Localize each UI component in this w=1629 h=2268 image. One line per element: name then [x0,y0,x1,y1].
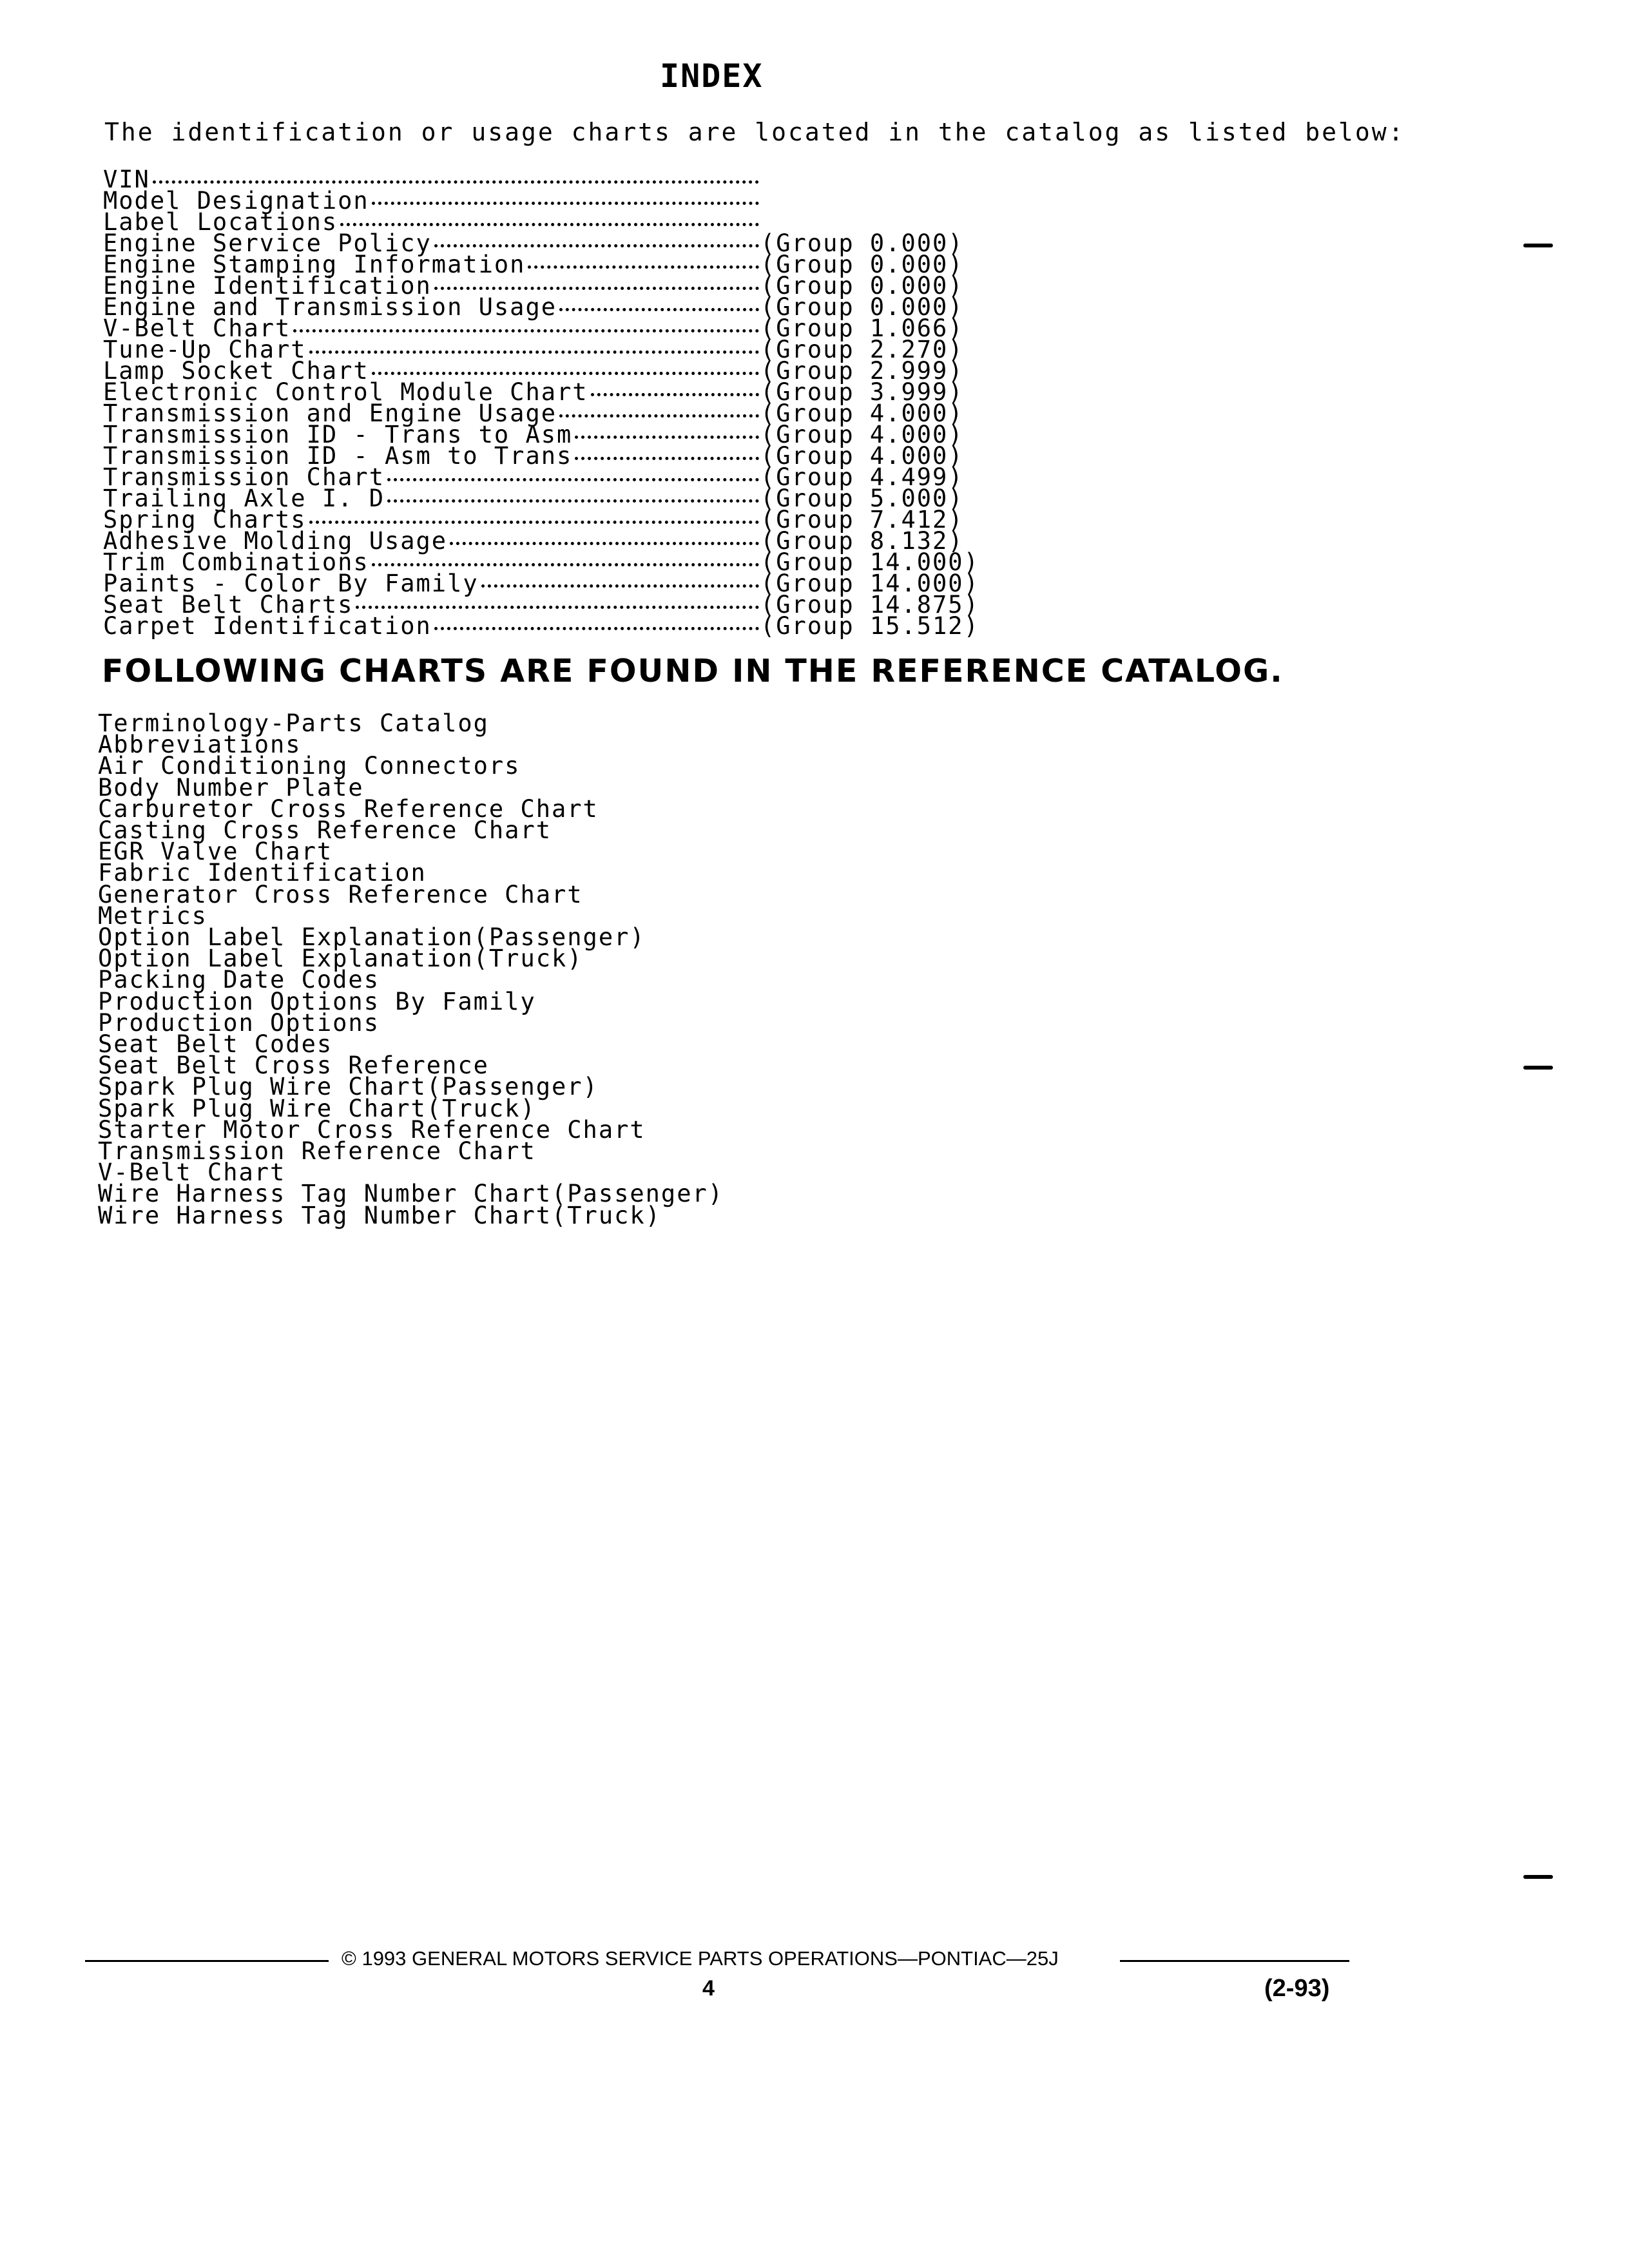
index-entry-group: (Group 0.000) [760,293,964,321]
dot-leader [479,570,760,591]
reference-chart-item: Carburetor Cross Reference Chart [98,794,599,823]
index-entry [103,229,967,257]
index-entry-group: (Group 14.875) [760,591,979,619]
reference-chart-item: Wire Harness Tag Number Chart(Truck) [98,1201,661,1229]
index-entry-group: (Group 7.412) [760,506,964,533]
index-entry [103,187,967,215]
reference-chart-item: Seat Belt Codes [98,1030,333,1059]
footer-rule-left [85,1960,329,1962]
margin-mark [1523,244,1553,247]
index-entry [103,506,967,533]
index-entry-label: Engine and Transmission Usage [103,293,557,321]
revision-date: (2-93) [1264,1975,1330,2002]
index-entry-group: (Group 8.132) [760,527,964,555]
reference-chart-item: Transmission Reference Chart [98,1137,536,1166]
reference-chart-item: Spark Plug Wire Chart(Passenger) [98,1073,599,1101]
index-entry-label: Spring Charts [103,506,307,533]
index-entry-group: (Group 14.000) [760,570,979,597]
index-entry-group: (Group 4.000) [760,399,964,427]
reference-chart-item: Spark Plug Wire Chart(Truck) [98,1094,536,1122]
index-entry-label: Electronic Control Module Chart [103,378,588,406]
dot-leader [572,421,760,443]
index-entry-group: (Group 2.270) [760,336,964,363]
index-entry-label: Lamp Socket Chart [103,357,369,385]
index-entry-label: Adhesive Molding Usage [103,527,448,555]
reference-chart-item: Packing Date Codes [98,966,380,994]
reference-chart-item: Seat Belt Cross Reference [98,1052,489,1080]
index-entry-label: Transmission and Engine Usage [103,399,557,427]
index-entry [103,357,967,385]
reference-chart-item: Generator Cross Reference Chart [98,880,583,908]
reference-chart-item: Wire Harness Tag Number Chart(Passenger) [98,1180,724,1208]
index-entry [103,166,967,193]
index-entry [103,314,967,342]
dot-leader [525,251,760,273]
reference-chart-item: Production Options By Family [98,987,536,1015]
reference-chart-item: Air Conditioning Connectors [98,752,521,780]
index-list [103,166,979,640]
index-entry-group: (Group 15.512) [760,612,979,640]
index-entry [103,336,967,363]
index-entry-group: (Group 0.000) [760,272,964,300]
index-entry-label: Engine Stamping Information [103,251,526,278]
index-entry [103,548,979,576]
index-entry-label: V-Belt Chart [103,314,291,342]
reference-catalog-heading: FOLLOWING CHARTS ARE FOUND IN THE REFERENCE CATALOG. [102,653,1284,689]
reference-chart-item: Starter Motor Cross Reference Chart [98,1115,646,1144]
reference-chart-item: Fabric Identification [98,859,427,887]
index-entry-label: Carpet Identification [103,612,432,640]
reference-chart-item: Production Options [98,1008,380,1037]
index-entry-label: Seat Belt Charts [103,591,354,619]
dot-leader [150,166,760,187]
index-entry-label: Engine Identification [103,272,432,300]
margin-mark [1523,1875,1553,1879]
reference-chart-list [98,709,724,1229]
index-entry [103,272,967,300]
margin-mark [1523,1066,1553,1070]
index-entry [103,421,967,448]
index-entry [103,463,967,491]
dot-leader [432,613,760,634]
index-entry-group: (Group 5.000) [760,485,964,512]
index-entry-label: Trailing Axle I. D [103,485,385,512]
index-entry [103,251,967,278]
dot-leader [353,591,760,613]
index-entry-label: Transmission ID - Trans to Asm [103,421,573,448]
index-entry-label: Tune-Up Chart [103,336,307,363]
dot-leader [307,336,760,358]
reference-chart-item: Body Number Plate [98,773,364,802]
reference-chart-item: Option Label Explanation(Truck) [98,945,583,973]
dot-leader [447,528,760,549]
dot-leader [307,506,760,528]
reference-chart-item: Terminology-Parts Catalog [98,709,489,737]
reference-chart-item: Option Label Explanation(Passenger) [98,923,646,952]
reference-chart-item: Metrics [98,901,207,930]
index-entry-label: Transmission ID - Asm to Trans [103,442,573,470]
index-entry [103,612,979,640]
dot-leader [291,315,760,336]
dot-leader [432,230,760,251]
page-number: 4 [702,1976,715,2001]
dot-leader [557,294,760,315]
reference-chart-item: EGR Valve Chart [98,838,333,866]
dot-leader [572,443,760,464]
reference-chart-item: Casting Cross Reference Chart [98,816,552,845]
dot-leader [385,464,760,485]
reference-chart-item: V-Belt Chart [98,1158,286,1187]
index-entry-group: (Group 0.000) [760,251,964,278]
index-entry [103,399,967,427]
index-entry-label: Engine Service Policy [103,229,432,257]
intro-text: The identification or usage charts are located in the catalog as listed below: [104,118,1405,146]
dot-leader [557,400,760,421]
index-entry [103,591,979,619]
index-entry [103,208,967,236]
index-entry-group: (Group 4.000) [760,442,964,470]
footer-copyright: © 1993 GENERAL MOTORS SERVICE PARTS OPERATIONS—PONTIAC—25J [342,1947,1059,1970]
index-entry-group: (Group 1.066) [760,314,964,342]
dot-leader [369,358,760,379]
index-entry-group: (Group 2.999) [760,357,964,385]
dot-leader [588,379,760,400]
index-entry [103,527,967,555]
index-entry [103,378,967,406]
index-entry-label: Trim Combinations [103,548,369,576]
index-entry-label: VIN [103,166,150,193]
page-title: INDEX [660,57,764,95]
index-entry-group: (Group 4.499) [760,463,964,491]
index-entry [103,293,967,321]
index-entry [103,442,967,470]
dot-leader [369,549,760,570]
dot-leader [338,209,760,230]
index-entry-group: (Group 3.999) [760,378,964,406]
dot-leader [385,485,760,506]
index-entry-label: Model Designation [103,187,369,215]
dot-leader [369,187,760,209]
index-entry-group: (Group 0.000) [760,229,964,257]
index-entry-group: (Group 14.000) [760,548,979,576]
index-entry [103,485,967,512]
footer-rule-right [1120,1960,1349,1962]
index-entry-label: Paints - Color By Family [103,570,479,597]
index-entry-label: Label Locations [103,208,338,236]
index-entry-label: Transmission Chart [103,463,385,491]
index-entry [103,570,979,597]
index-entry-group: (Group 4.000) [760,421,964,448]
reference-chart-item: Abbreviations [98,731,302,759]
dot-leader [432,273,760,294]
